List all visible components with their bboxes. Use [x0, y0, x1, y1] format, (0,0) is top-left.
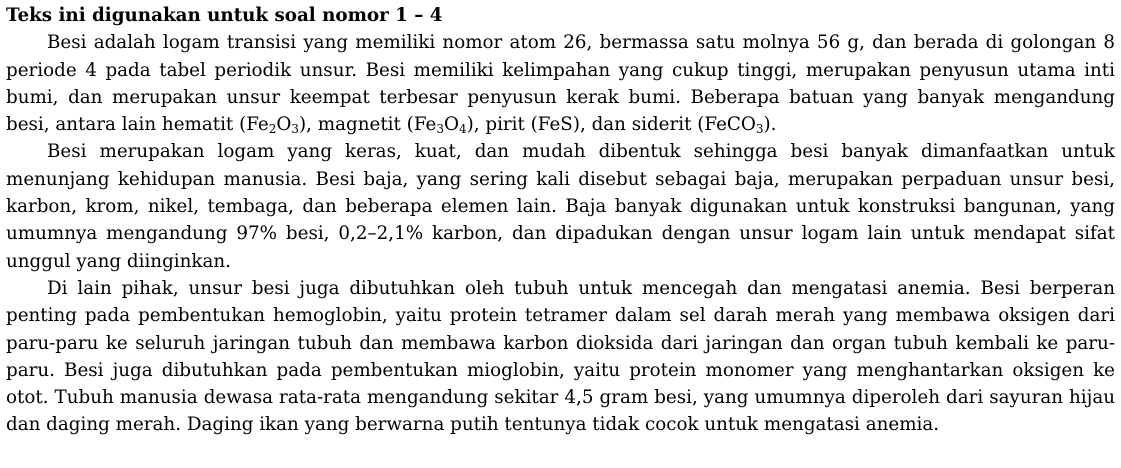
passage-title: Teks ini digunakan untuk soal nomor 1 – 4	[6, 5, 443, 26]
element-o: O	[276, 114, 292, 136]
siderite-formula	[704, 114, 763, 135]
element-fe: Fe	[246, 114, 269, 136]
paragraph-2: Besi merupakan logam yang keras, kuat, dan mudah dibentuk sehingga besi banyak dimanfaatkan untuk menunjang kehidupan manusia. Besi baja, yang sering kali disebut sebagai baja, merupakan perpaduan unsur besi, karbon, krom, nikel, tembaga, dan beberapa elemen lain. Baja banyak digunakan untuk konstruksi bangunan, yang umumnya mengandung 97% besi, 0,2–2,1% karbon, dan dipadukan dengan unsur logam lain untuk mendapat sifat unggul yang diinginkan.	[6, 141, 1115, 272]
element-c: C	[726, 114, 741, 136]
paragraph-1-text: ), magnetit (	[299, 114, 414, 136]
element-fe: Fe	[413, 114, 437, 136]
subscript: 3	[291, 122, 300, 137]
element-fe: Fe	[704, 114, 727, 136]
subscript: 4	[458, 122, 467, 137]
paragraph-1-text: ), pirit (FeS), dan siderit (	[466, 114, 705, 136]
element-o: O	[443, 114, 459, 136]
subscript: 2	[268, 122, 277, 137]
magnetite-formula	[414, 114, 467, 135]
subscript: 3	[755, 122, 764, 137]
hematite-formula	[246, 114, 299, 135]
element-o: O	[740, 114, 756, 136]
subscript: 3	[436, 122, 444, 137]
paragraph-1-end: ).	[763, 114, 777, 136]
paragraph-1	[6, 29, 1115, 138]
paragraph-1-intro: Besi adalah logam transisi yang memiliki nomor atom 26, bermassa satu molnya 56 g, dan berada di golongan 8 periode 4 pada tabel periodik unsur. Besi memiliki kelimpahan yang cukup tinggi, merupakan penyusun utama inti bumi, dan merupakan unsur keempat terbesar penyusun kerak bumi. Beberapa batuan yang banyak mengandung besi, antara lain hematit (	[6, 32, 1115, 136]
paragraph-3: Di lain pihak, unsur besi juga dibutuhkan oleh tubuh untuk mencegah dan mengatasi anemia. Besi berperan penting pada pembentukan hemoglobin, yaitu protein tetramer dalam sel darah merah yang membawa oksigen dari paru-paru ke seluruh jaringan tubuh dan membawa karbon dioksida dari jaringan dan organ tubuh kembali ke paru-paru. Besi juga dibutuhkan pada pembentukan mioglobin, yaitu protein monomer yang menghantarkan oksigen ke otot. Tubuh manusia dewasa rata-rata mengandung sekitar 4,5 gram besi, yang umumnya diperoleh dari sayuran hijau dan daging merah. Daging ikan yang berwarna putih tentunya tidak cocok untuk mengatasi anemia.	[6, 277, 1115, 436]
